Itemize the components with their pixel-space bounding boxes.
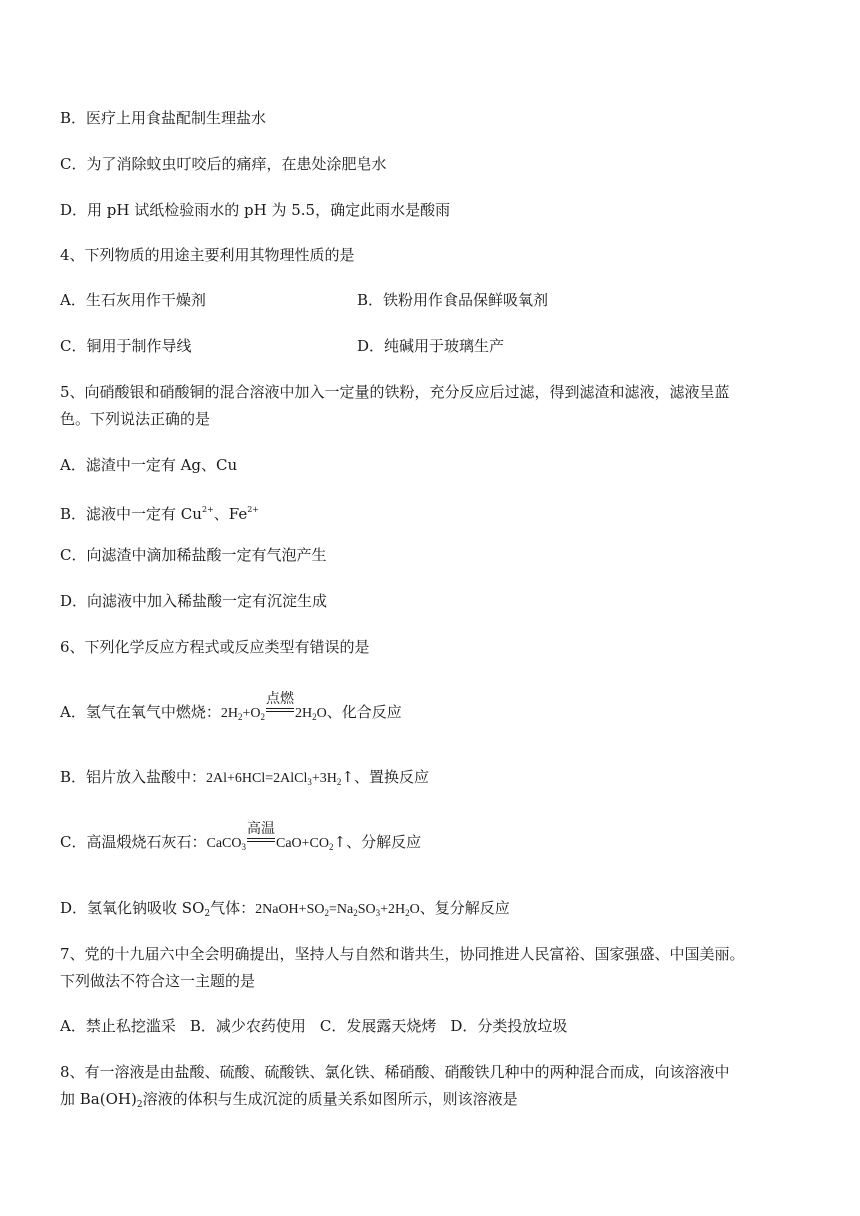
q7-options bbox=[60, 1016, 581, 1036]
q4-option-c: C．铜用于制作导线 bbox=[60, 337, 192, 355]
q7-option-a: A．禁止私挖滥采 bbox=[60, 1017, 176, 1035]
q4-option-d: D．纯碱用于玻璃生产 bbox=[357, 337, 505, 355]
so2-subscript: 2 bbox=[204, 909, 211, 919]
q6-option-d-label: D．氢氧化钠吸收 SO bbox=[60, 899, 205, 917]
q6-option-c-type: ↑、分解反应 bbox=[333, 833, 422, 851]
q7-stem-line2: 下列做法不符合这一主题的是 bbox=[60, 972, 256, 990]
q4-option-b: B．铁粉用作食品保鲜吸氧剂 bbox=[357, 291, 549, 309]
q6-option-c bbox=[60, 821, 422, 857]
q6-option-a-type: 、化合反应 bbox=[326, 703, 402, 721]
q6-option-d-label-post: 气体： bbox=[210, 899, 256, 917]
q5-option-d: D．向滤液中加入稀盐酸一定有沉淀生成 bbox=[60, 592, 328, 610]
condition-high-temp: 高温 bbox=[246, 833, 276, 853]
q4-options-row2 bbox=[60, 336, 800, 356]
cu-charge: 2+ bbox=[201, 505, 214, 514]
q5-stem-line2: 色。下列说法正确的是 bbox=[60, 410, 211, 428]
q4-stem: 4、下列物质的用途主要利用其物理性质的是 bbox=[60, 246, 355, 264]
baoh2-subscript: 2 bbox=[136, 1100, 143, 1110]
fe-charge: 2+ bbox=[247, 505, 259, 514]
q6-option-a bbox=[60, 691, 402, 727]
q8-stem-pre: 加 Ba(OH) bbox=[60, 1090, 137, 1108]
q5-option-a: A．滤渣中一定有 Ag、Cu bbox=[60, 456, 238, 474]
equation-b: $2Al+6HCl=2AlCl_3+3H_2$ bbox=[206, 771, 342, 787]
q5-option-b-fe: 、Fe bbox=[213, 505, 248, 523]
q8-stem-post: 溶液的体积与生成沉淀的质量关系如图所示，则该溶液是 bbox=[142, 1090, 518, 1108]
q3-option-d: D．用 pH 试纸检验雨水的 pH 为 5.5，确定此雨水是酸雨 bbox=[60, 201, 451, 219]
q6-option-d-type: 、复分解反应 bbox=[419, 899, 510, 917]
q3-option-b: B．医疗上用食盐配制生理盐水 bbox=[60, 109, 267, 127]
q5-option-b-text: B．滤液中一定有 Cu bbox=[60, 505, 202, 523]
q5-option-b bbox=[60, 500, 259, 524]
q6-option-b bbox=[60, 767, 429, 792]
q8-stem-line2 bbox=[60, 1089, 518, 1115]
q6-option-d bbox=[60, 898, 510, 924]
q6-option-a-label: A．氢气在氧气中燃烧： bbox=[60, 703, 221, 721]
q5-stem-line1: 5、向硝酸银和硝酸铜的混合溶液中加入一定量的铁粉，充分反应后过滤，得到滤渣和滤液，滤液呈蓝 bbox=[60, 383, 730, 401]
q7-option-b: B．减少农药使用 bbox=[189, 1017, 306, 1035]
q7-option-d: D．分类投放垃圾 bbox=[450, 1017, 568, 1035]
equation-a-products: $2H_2O$ bbox=[294, 706, 327, 722]
q4-options-row1 bbox=[60, 290, 800, 310]
q6-option-b-type: ↑、置换反应 bbox=[341, 768, 429, 786]
q6-option-c-label: C．高温煅烧石灰石： bbox=[60, 833, 207, 851]
q3-option-c: C．为了消除蚊虫叮咬后的痛痒，在患处涂肥皂水 bbox=[60, 155, 387, 173]
q8-stem-line1: 8、有一溶液是由盐酸、硫酸、硫酸铁、氯化铁、稀硝酸、硝酸铁几种中的两种混合而成，向该溶液中 bbox=[60, 1063, 730, 1081]
equation-c-reactant: CaCO$_3$ bbox=[206, 836, 246, 852]
q6-option-b-label: B．铝片放入盐酸中： bbox=[60, 768, 207, 786]
equation-c-products: $CaO+CO_2$ bbox=[275, 836, 334, 852]
equation-d: $2NaOH+SO_2=Na_2SO_3+2H_2O$ bbox=[255, 902, 420, 918]
q5-option-c: C．向滤渣中滴加稀盐酸一定有气泡产生 bbox=[60, 546, 327, 564]
condition-ignite: 点燃 bbox=[265, 703, 295, 723]
equation-a-reactants: $2H_2+O_2$ bbox=[220, 706, 265, 722]
q7-option-c: C．发展露天烧烤 bbox=[319, 1017, 437, 1035]
q6-stem: 6、下列化学反应方程式或反应类型有错误的是 bbox=[60, 638, 370, 656]
q7-stem-line1: 7、党的十九届六中全会明确提出，坚持人与自然和谐共生，协同推进人民富裕、国家强盛、中国美丽。 bbox=[60, 945, 745, 963]
q4-option-a: A．生石灰用作干燥剂 bbox=[60, 291, 206, 309]
